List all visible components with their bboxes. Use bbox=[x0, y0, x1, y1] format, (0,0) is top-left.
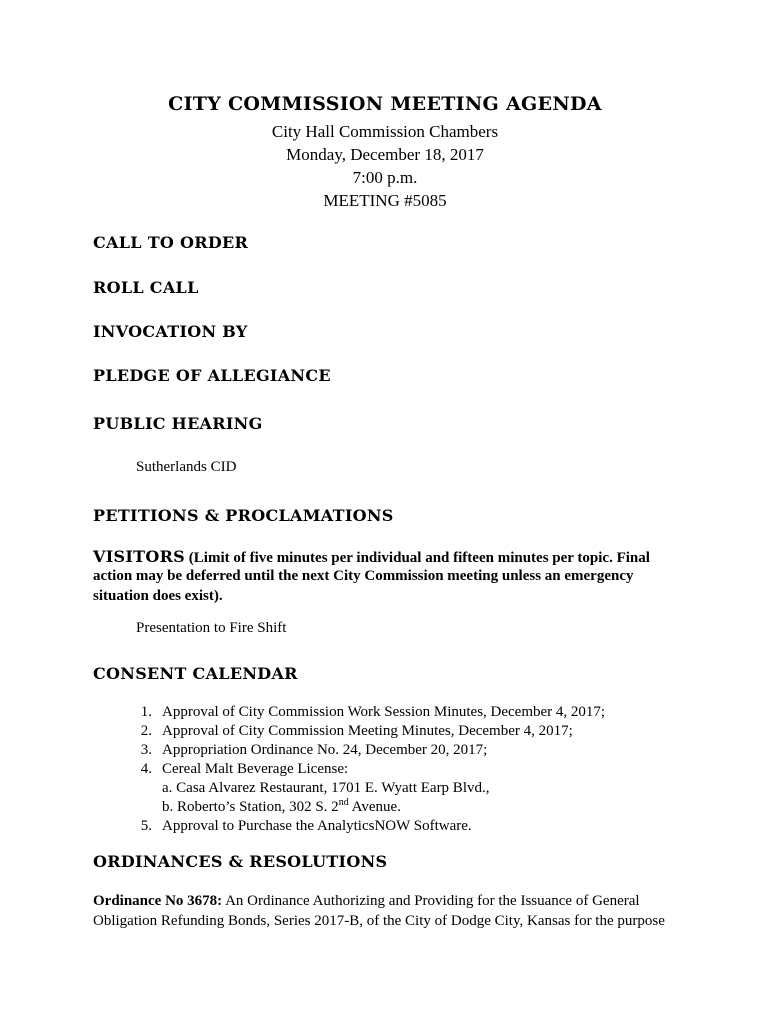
heading-invocation: INVOCATION BY bbox=[93, 322, 248, 341]
heading-call-to-order: CALL TO ORDER bbox=[93, 233, 249, 252]
visitors-line-1 bbox=[93, 547, 650, 567]
ordinance-line-1 bbox=[93, 893, 640, 910]
list-item bbox=[130, 818, 472, 835]
heading-petitions: PETITIONS & PROCLAMATIONS bbox=[93, 506, 394, 525]
ordinal-suffix: nd bbox=[338, 797, 349, 808]
heading-public-hearing: PUBLIC HEARING bbox=[93, 414, 263, 433]
list-text: Cereal Malt Beverage License: bbox=[162, 761, 349, 777]
license-item-b-end: Avenue. bbox=[348, 799, 401, 815]
meeting-location: City Hall Commission Chambers bbox=[271, 122, 499, 141]
agenda-title: CITY COMMISSION MEETING AGENDA bbox=[168, 93, 602, 115]
ordinance-label: Ordinance No 3678: bbox=[93, 893, 223, 909]
list-number: 3. bbox=[140, 742, 152, 758]
ordinance-line-2: Obligation Refunding Bonds, Series 2017-B, of the City of Dodge City, Kansas for the purpose bbox=[93, 913, 665, 929]
list-item bbox=[130, 704, 605, 721]
list-number: 1. bbox=[140, 704, 152, 720]
meeting-date: Monday, December 18, 2017 bbox=[286, 145, 484, 164]
license-item-b bbox=[162, 799, 401, 816]
list-number: 5. bbox=[140, 818, 152, 834]
list-item bbox=[130, 723, 573, 740]
list-item bbox=[130, 761, 348, 778]
list-text: Approval to Purchase the AnalyticsNOW Software. bbox=[162, 818, 472, 834]
visitors-note-2: action may be deferred until the next City Commission meeting unless an emergency bbox=[93, 568, 634, 584]
license-item-a: a. Casa Alvarez Restaurant, 1701 E. Wyatt Earp Blvd., bbox=[162, 780, 490, 796]
list-text: Approval of City Commission Work Session Minutes, December 4, 2017; bbox=[162, 704, 606, 720]
visitors-item: Presentation to Fire Shift bbox=[136, 620, 287, 636]
heading-roll-call: ROLL CALL bbox=[93, 278, 199, 297]
list-text: Approval of City Commission Meeting Minutes, December 4, 2017; bbox=[162, 723, 573, 739]
meeting-number: MEETING #5085 bbox=[323, 191, 447, 210]
list-number: 2. bbox=[140, 723, 152, 739]
heading-consent: CONSENT CALENDAR bbox=[93, 664, 298, 683]
list-item bbox=[130, 742, 487, 759]
public-hearing-item: Sutherlands CID bbox=[136, 459, 237, 475]
heading-visitors: VISITORS bbox=[93, 547, 186, 566]
list-number: 4. bbox=[140, 761, 152, 777]
list-text: Appropriation Ordinance No. 24, December 20, 2017; bbox=[162, 742, 488, 758]
heading-ordinances: ORDINANCES & RESOLUTIONS bbox=[93, 852, 388, 871]
visitors-note: (Limit of five minutes per individual and fifteen minutes per topic. Final bbox=[188, 550, 650, 566]
ordinance-text: An Ordinance Authorizing and Providing for the Issuance of General bbox=[222, 893, 640, 909]
meeting-time: 7:00 p.m. bbox=[352, 168, 418, 187]
visitors-note-3: situation does exist). bbox=[93, 588, 223, 604]
heading-pledge: PLEDGE OF ALLEGIANCE bbox=[93, 366, 331, 385]
license-item-b-text: b. Roberto’s Station, 302 S. 2 bbox=[162, 799, 339, 815]
